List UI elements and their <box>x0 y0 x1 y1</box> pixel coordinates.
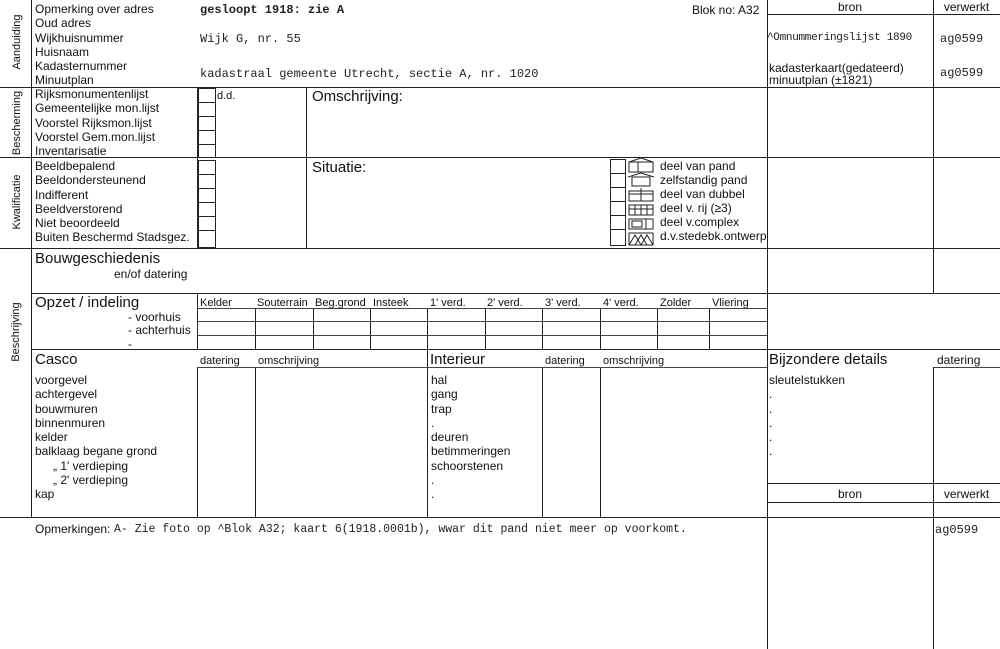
casco-balklaag: balklaag begane grond <box>35 444 158 459</box>
bijzondere-blank: . <box>769 444 773 459</box>
bijzondere-blank: . <box>769 430 773 445</box>
interieur-trap: trap <box>431 401 452 416</box>
aanduiding-labels <box>35 2 154 88</box>
casco-2-verdieping: „ 2' verdieping <box>53 473 128 488</box>
floor-line <box>542 308 543 349</box>
bijzondere-header-line <box>933 367 1000 368</box>
bijzondere-datering-header: datering <box>937 353 981 367</box>
deel-van-dubbel-icon <box>629 188 653 201</box>
type-deel-v-rij: deel v. rij (≥3) <box>660 201 732 215</box>
type-deel-v-complex: deel v.complex <box>660 215 740 229</box>
kadaster-value[interactable]: kadastraal gemeente Utrecht, sectie A, nr. 1020 <box>200 67 539 81</box>
interieur-omschrijving-header: omschrijving <box>603 355 665 367</box>
stedebk-ontwerp-icon <box>629 233 653 245</box>
opmerkingen-text[interactable]: A- Zie foto op ^Blok A32; kaart 6(1918.0001b), wwar dit pand niet meer op voorkomt. <box>114 523 687 536</box>
floor-row-line <box>197 321 767 322</box>
interieur-deuren: deuren <box>431 430 469 445</box>
bijzondere-datering-line <box>933 367 934 483</box>
verwerkt-header: verwerkt <box>943 0 990 14</box>
opzet-row-voorhuis: - voorhuis <box>128 310 181 324</box>
label-voorstel-rijksmon: Voorstel Rijksmon.lijst <box>35 115 152 130</box>
left-margin-line <box>31 0 32 517</box>
label-indifferent: Indifferent <box>35 187 89 202</box>
floor-insteek: Insteek <box>373 297 409 309</box>
remark-value[interactable]: gesloopt 1918: zie A <box>200 3 345 17</box>
casco-kelder: kelder <box>35 430 68 445</box>
kwalificatie-bottom-line <box>0 248 1000 249</box>
bouwgeschiedenis-bottom-line <box>31 293 1000 294</box>
interieur-schoorstenen: schoorstenen <box>431 458 504 473</box>
blok-number: Blok no: A32 <box>692 3 760 17</box>
interieur-hal: hal <box>431 373 448 387</box>
interieur-datering-line <box>542 367 543 517</box>
casco-datering-header: datering <box>200 355 240 367</box>
bescherming-labels <box>35 87 159 158</box>
label-gemeentelijke-lijst: Gemeentelijke mon.lijst <box>35 101 160 116</box>
deel-v-complex-icon <box>629 219 653 229</box>
opzet-heading: Opzet / indeling <box>35 294 140 311</box>
floor-line <box>255 308 256 349</box>
source-row-1-bron[interactable]: ^Omnummeringslijst 1890 <box>767 32 912 44</box>
label-niet-beoordeeld: Niet beoordeeld <box>35 216 120 231</box>
side-label-kwalificatie: Kwalificatie <box>11 174 23 230</box>
floor-1-verd: 1' verd. <box>430 297 466 309</box>
checkbox-indifferent[interactable] <box>198 188 216 203</box>
floor-souterrain: Souterrain <box>257 297 308 309</box>
checkbox-beeldondersteunend[interactable] <box>198 174 216 189</box>
casco-bouwmuren: bouwmuren <box>35 401 98 416</box>
interieur-left-line <box>427 349 428 517</box>
floor-3-verd: 3' verd. <box>545 297 581 309</box>
label-inventarisatie: Inventarisatie <box>35 144 107 159</box>
label-opmerking-adres: Opmerking over adres <box>35 2 154 16</box>
omschrijving-heading: Omschrijving: <box>312 88 403 105</box>
type-deel-van-pand: deel van pand <box>660 159 736 173</box>
label-oud-adres: Oud adres <box>35 16 92 31</box>
header-bottom-line <box>767 14 1000 15</box>
wijk-value[interactable]: Wijk G, nr. 55 <box>200 32 301 46</box>
checkbox-deel-v-rij[interactable] <box>610 201 626 216</box>
zelfstandig-pand-icon <box>628 173 654 186</box>
label-wijkhuisnummer: Wijkhuisnummer <box>35 30 124 45</box>
bron-header: bron <box>837 0 863 14</box>
floor-vliering: Vliering <box>712 297 749 309</box>
floor-line <box>485 308 486 349</box>
source-row-2-verwerkt[interactable]: ag0599 <box>940 66 984 80</box>
checkbox-voorstel-rijks[interactable] <box>198 116 216 131</box>
floor-zolder: Zolder <box>660 297 692 309</box>
interieur-heading: Interieur <box>430 351 486 368</box>
checkbox-beeldbepalend[interactable] <box>198 160 216 175</box>
bijzondere-blank: . <box>769 415 773 430</box>
bijzondere-items <box>769 373 845 459</box>
casco-kap: kap <box>35 487 55 502</box>
type-deel-van-dubbel: deel van dubbel <box>660 187 745 201</box>
label-kadasternummer: Kadasternummer <box>35 59 128 74</box>
source-row-1-verwerkt[interactable]: ag0599 <box>940 32 984 46</box>
floor-row-line <box>197 335 767 336</box>
checkbox-deel-v-complex[interactable] <box>610 215 626 230</box>
interieur-items <box>431 373 510 502</box>
casco-datering-line <box>197 367 198 517</box>
interieur-datering-header: datering <box>545 355 585 367</box>
bottom-verwerkt-line <box>933 483 934 649</box>
deel-v-rij-icon <box>629 205 653 215</box>
checkbox-gemeentelijk[interactable] <box>198 102 216 117</box>
side-label-beschrijving: Beschrijving <box>10 302 22 362</box>
interieur-blank: . <box>431 473 435 488</box>
label-voorstel-gemmon: Voorstel Gem.mon.lijst <box>35 129 156 144</box>
floor-kelder: Kelder <box>200 297 232 309</box>
casco-1-verdieping: „ 1' verdieping <box>53 458 128 473</box>
floor-line <box>657 308 658 349</box>
bijzondere-bottom-line <box>767 483 1000 484</box>
side-label-bescherming: Bescherming <box>11 90 23 156</box>
deel-van-pand-icon <box>629 158 653 172</box>
checkbox-stedebk-ontwerp[interactable] <box>610 229 626 246</box>
bouw-verwerkt-line <box>933 248 934 293</box>
interieur-betimmeringen: betimmeringen <box>431 444 511 459</box>
bottom-verwerkt-header: verwerkt <box>943 487 990 501</box>
floor-line <box>370 308 371 349</box>
checkbox-rijksmonument[interactable] <box>198 88 216 103</box>
checkbox-buiten-beschermd[interactable] <box>198 230 216 248</box>
datering-subheading: en/of datering <box>114 267 188 281</box>
casco-heading: Casco <box>35 351 78 368</box>
interieur-blank: . <box>431 415 435 430</box>
opzet-bottom-line <box>31 349 1000 350</box>
situatie-type-icons <box>626 158 658 248</box>
bouwgeschiedenis-heading: Bouwgeschiedenis <box>35 250 161 267</box>
opmerkingen-label: Opmerkingen: <box>35 522 111 536</box>
floor-line <box>313 308 314 349</box>
situatie-heading: Situatie: <box>312 159 367 176</box>
label-huisnaam: Huisnaam <box>35 44 90 59</box>
opzet-row-achterhuis: - achterhuis <box>128 323 191 337</box>
dd-label: d.d. <box>217 90 236 102</box>
casco-voorgevel: voorgevel <box>35 373 88 387</box>
casco-omschrijving-line <box>255 367 256 517</box>
label-minuutplan: Minuutplan <box>35 73 94 88</box>
bijzondere-blank: . <box>769 401 773 416</box>
side-label-aanduiding: Aanduiding <box>11 14 23 70</box>
floor-line <box>709 308 710 349</box>
floor-beg-grond: Beg.grond <box>315 297 366 309</box>
checkbox-voorstel-gem[interactable] <box>198 130 216 145</box>
bijzondere-heading: Bijzondere details <box>769 351 888 368</box>
source-row-2-bron-line2[interactable]: minuutplan (±1821) <box>769 73 873 87</box>
label-buiten-beschermd: Buiten Beschermd Stadsgez. <box>35 230 190 245</box>
type-zelfstandig-pand: zelfstandig pand <box>660 173 748 187</box>
interieur-gang: gang <box>431 387 458 402</box>
casco-items <box>35 373 157 502</box>
situatie-type-labels <box>660 159 767 243</box>
type-stedebk-ontwerp: d.v.stedebk.ontwerp <box>660 229 767 243</box>
opzet-row-empty: - <box>128 337 132 351</box>
floor-line <box>427 308 428 349</box>
floor-line <box>600 308 601 349</box>
kwalificatie-labels <box>35 159 190 245</box>
checkbox-deel-van-dubbel[interactable] <box>610 187 626 202</box>
casco-binnenmuren: binnenmuren <box>35 415 106 430</box>
label-beeldverstorend: Beeldverstorend <box>35 201 123 216</box>
label-rijksmonumentenlijst: Rijksmonumentenlijst <box>35 87 149 101</box>
interieur-omschrijving-line <box>600 367 601 517</box>
checkbox-beeldverstorend[interactable] <box>198 202 216 217</box>
floor-2-verd: 2' verd. <box>487 297 523 309</box>
interieur-blank: . <box>431 487 435 502</box>
checkbox-inventarisatie[interactable] <box>198 144 216 158</box>
bijzondere-blank: . <box>769 387 773 402</box>
opmerkingen-verwerkt[interactable]: ag0599 <box>935 523 979 537</box>
checkbox-zelfstandig-pand[interactable] <box>610 173 626 188</box>
casco-bottom-line <box>0 517 1000 518</box>
checkbox-niet-beoordeeld[interactable] <box>198 216 216 231</box>
dd-column-line <box>306 87 307 249</box>
label-beeldondersteunend: Beeldondersteunend <box>35 173 146 188</box>
casco-achtergevel: achtergevel <box>35 387 98 402</box>
bijzondere-sleutelstukken: sleutelstukken <box>769 373 846 387</box>
checkbox-deel-van-pand[interactable] <box>610 159 626 174</box>
bottom-bron-header: bron <box>837 487 863 501</box>
casco-omschrijving-header: omschrijving <box>258 355 320 367</box>
source-row-2-bron[interactable]: kadasterkaart(gedateerd) <box>769 61 904 75</box>
label-beeldbepalend: Beeldbepalend <box>35 159 116 173</box>
bron-header-line <box>767 502 1000 503</box>
floor-4-verd: 4' verd. <box>603 297 639 309</box>
source-column-line <box>767 0 768 649</box>
